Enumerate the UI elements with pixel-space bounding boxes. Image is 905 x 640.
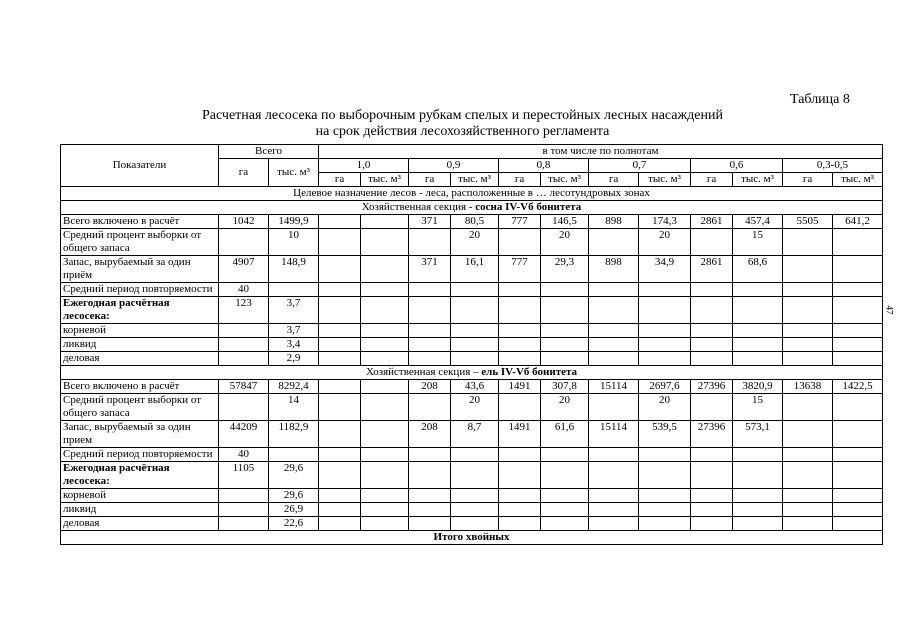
table-cell <box>833 256 883 283</box>
table-cell <box>219 324 269 338</box>
header-by-density: в том числе по полнотам <box>319 145 883 159</box>
row-label: Ежегодная расчётная лесосека: <box>61 462 219 489</box>
table-cell <box>451 338 499 352</box>
table-cell <box>319 297 361 324</box>
table-cell: 2697,6 <box>639 380 691 394</box>
header-unit-ha: га <box>589 173 639 187</box>
table-cell <box>691 352 733 366</box>
table-cell <box>733 462 783 489</box>
table-cell <box>733 324 783 338</box>
table-cell <box>639 283 691 297</box>
table-cell <box>219 352 269 366</box>
table-cell: 539,5 <box>639 421 691 448</box>
table-cell <box>541 462 589 489</box>
table-cell <box>319 324 361 338</box>
table-cell <box>541 517 589 531</box>
table-cell <box>319 462 361 489</box>
table-cell: 34,9 <box>639 256 691 283</box>
table-cell <box>691 517 733 531</box>
table-cell: 307,8 <box>541 380 589 394</box>
table-row <box>61 256 883 283</box>
table-cell <box>499 338 541 352</box>
table-cell <box>499 394 541 421</box>
table-cell: 26,9 <box>269 503 319 517</box>
table-cell <box>733 489 783 503</box>
table-cell: 3,4 <box>269 338 319 352</box>
table-cell: 15 <box>733 229 783 256</box>
table-cell <box>639 338 691 352</box>
header-unit-volume: тыс. м³ <box>541 173 589 187</box>
header-total-ha: га <box>219 159 269 187</box>
table-cell <box>319 448 361 462</box>
table-row <box>61 380 883 394</box>
table-cell <box>589 448 639 462</box>
row-label: корневой <box>61 324 219 338</box>
table-row <box>61 215 883 229</box>
table-cell <box>219 503 269 517</box>
row-label: ликвид <box>61 503 219 517</box>
table-cell <box>219 338 269 352</box>
allowable-cut-table <box>60 144 883 545</box>
table-cell: 27396 <box>691 421 733 448</box>
table-cell: 27396 <box>691 380 733 394</box>
table-cell <box>451 462 499 489</box>
table-row <box>61 489 883 503</box>
table-body <box>61 187 883 545</box>
header-unit-volume: тыс. м³ <box>733 173 783 187</box>
table-cell: 40 <box>219 448 269 462</box>
table-cell <box>451 352 499 366</box>
row-label: Запас, вырубаемый за один прием <box>61 421 219 448</box>
table-cell <box>409 489 451 503</box>
table-cell <box>361 448 409 462</box>
table-cell <box>691 394 733 421</box>
table-cell <box>589 503 639 517</box>
table-cell <box>361 256 409 283</box>
table-cell <box>541 352 589 366</box>
table-cell: 3,7 <box>269 324 319 338</box>
table-cell: 898 <box>589 256 639 283</box>
table-cell <box>219 394 269 421</box>
table-cell <box>451 517 499 531</box>
table-row <box>61 394 883 421</box>
header-unit-volume: тыс. м³ <box>833 173 883 187</box>
table-cell <box>783 297 833 324</box>
table-cell <box>589 394 639 421</box>
table-cell: 1499,9 <box>269 215 319 229</box>
header-unit-ha: га <box>691 173 733 187</box>
table-cell <box>361 394 409 421</box>
table-cell: 10 <box>269 229 319 256</box>
table-cell <box>269 283 319 297</box>
table-cell <box>691 338 733 352</box>
header-indicators: Показатели <box>61 145 219 187</box>
table-cell: 14 <box>269 394 319 421</box>
header-density: 0,7 <box>589 159 691 173</box>
table-cell <box>833 421 883 448</box>
table-cell: 174,3 <box>639 215 691 229</box>
table-cell <box>319 421 361 448</box>
table-cell <box>451 297 499 324</box>
table-cell <box>499 448 541 462</box>
header-density: 0,3-0,5 <box>783 159 883 173</box>
table-cell <box>639 324 691 338</box>
table-cell: 13638 <box>783 380 833 394</box>
section-title <box>61 201 883 215</box>
table-cell <box>451 489 499 503</box>
table-cell <box>409 352 451 366</box>
table-cell <box>691 283 733 297</box>
table-cell <box>499 229 541 256</box>
table-cell <box>833 394 883 421</box>
table-cell: 4907 <box>219 256 269 283</box>
table-cell: 1105 <box>219 462 269 489</box>
table-row <box>61 421 883 448</box>
table-cell <box>783 324 833 338</box>
table-cell <box>409 503 451 517</box>
page-number: 47 <box>884 305 895 315</box>
table-cell: 61,6 <box>541 421 589 448</box>
table-cell: 1491 <box>499 421 541 448</box>
table-cell <box>219 517 269 531</box>
table-cell: 29,6 <box>269 462 319 489</box>
row-label: ликвид <box>61 338 219 352</box>
table-cell <box>409 297 451 324</box>
row-label: Средний период повторяемости <box>61 448 219 462</box>
table-cell: 20 <box>639 229 691 256</box>
table-cell <box>499 324 541 338</box>
table-cell: 777 <box>499 256 541 283</box>
table-cell: 3820,9 <box>733 380 783 394</box>
table-cell <box>319 517 361 531</box>
table-row <box>61 517 883 531</box>
table-row <box>61 352 883 366</box>
table-row <box>61 503 883 517</box>
table-cell <box>733 283 783 297</box>
section-title-prefix: Хозяйственная секция - <box>361 201 476 213</box>
table-cell: 16,1 <box>451 256 499 283</box>
table-cell <box>589 352 639 366</box>
table-cell <box>783 462 833 489</box>
table-cell <box>833 324 883 338</box>
table-cell <box>409 448 451 462</box>
table-cell <box>361 297 409 324</box>
table-cell <box>639 489 691 503</box>
table-cell <box>361 517 409 531</box>
table-cell: 208 <box>409 421 451 448</box>
header-density: 0,8 <box>499 159 589 173</box>
header-density: 1,0 <box>319 159 409 173</box>
table-cell <box>361 503 409 517</box>
table-cell <box>833 297 883 324</box>
table-cell: 20 <box>541 394 589 421</box>
table-cell <box>691 229 733 256</box>
table-cell <box>451 324 499 338</box>
table-number: Таблица 8 <box>790 92 850 107</box>
row-label: Средний процент выборки от общего запаса <box>61 394 219 421</box>
table-cell <box>319 380 361 394</box>
table-cell <box>783 489 833 503</box>
table-cell <box>409 338 451 352</box>
table-cell <box>691 324 733 338</box>
table-cell <box>451 448 499 462</box>
row-label: Запас, вырубаемый за один приём <box>61 256 219 283</box>
table-row <box>61 229 883 256</box>
total-conifer-row <box>61 531 883 545</box>
table-cell: 641,2 <box>833 215 883 229</box>
table-cell <box>733 352 783 366</box>
header-density: 0,6 <box>691 159 783 173</box>
table-cell <box>733 503 783 517</box>
table-cell <box>783 256 833 283</box>
table-cell <box>499 503 541 517</box>
header-unit-ha: га <box>319 173 361 187</box>
table-cell <box>409 283 451 297</box>
table-cell <box>833 229 883 256</box>
table-cell: 15114 <box>589 421 639 448</box>
table-cell <box>219 229 269 256</box>
table-cell <box>639 297 691 324</box>
table-cell: 457,4 <box>733 215 783 229</box>
row-label: Средний период повторяемости <box>61 283 219 297</box>
table-cell: 208 <box>409 380 451 394</box>
table-cell: 15 <box>733 394 783 421</box>
table-cell: 123 <box>219 297 269 324</box>
table-cell <box>319 229 361 256</box>
table-cell <box>219 489 269 503</box>
table-cell: 8292,4 <box>269 380 319 394</box>
section-title-name: ель IV-Vб бонитета <box>481 366 578 378</box>
table-cell <box>541 338 589 352</box>
table-cell <box>833 517 883 531</box>
table-cell <box>639 503 691 517</box>
table-cell <box>783 229 833 256</box>
table-cell <box>733 517 783 531</box>
table-cell <box>541 448 589 462</box>
table-cell: 148,9 <box>269 256 319 283</box>
table-cell: 5505 <box>783 215 833 229</box>
table-cell <box>541 283 589 297</box>
table-cell: 44209 <box>219 421 269 448</box>
table-cell <box>639 448 691 462</box>
table-cell <box>319 489 361 503</box>
table-cell <box>541 503 589 517</box>
table-cell: 898 <box>589 215 639 229</box>
table-cell <box>361 324 409 338</box>
table-cell <box>451 503 499 517</box>
table-cell <box>361 283 409 297</box>
table-cell: 22,6 <box>269 517 319 531</box>
table-cell <box>589 297 639 324</box>
table-cell <box>639 517 691 531</box>
table-cell: 371 <box>409 215 451 229</box>
table-cell <box>319 283 361 297</box>
header-unit-volume: тыс. м³ <box>361 173 409 187</box>
row-label: Средний процент выборки от общего запаса <box>61 229 219 256</box>
table-cell <box>499 462 541 489</box>
table-cell: 2,9 <box>269 352 319 366</box>
total-conifer: Итого хвойных <box>61 531 883 545</box>
table-cell <box>783 394 833 421</box>
table-cell <box>409 324 451 338</box>
table-cell <box>499 517 541 531</box>
table-cell <box>361 352 409 366</box>
table-row <box>61 283 883 297</box>
table-cell: 15114 <box>589 380 639 394</box>
table-cell <box>833 283 883 297</box>
table-cell: 1491 <box>499 380 541 394</box>
table-cell <box>319 256 361 283</box>
table-cell <box>783 283 833 297</box>
table-title-line-2: на срок действия лесохозяйственного регламента <box>315 124 610 139</box>
table-cell: 777 <box>499 215 541 229</box>
table-cell: 68,6 <box>733 256 783 283</box>
table-row <box>61 462 883 489</box>
table-cell: 20 <box>451 229 499 256</box>
table-cell: 146,5 <box>541 215 589 229</box>
table-row <box>61 448 883 462</box>
table-cell <box>361 215 409 229</box>
table-cell <box>499 297 541 324</box>
table-cell: 1182,9 <box>269 421 319 448</box>
table-cell <box>499 352 541 366</box>
table-header <box>61 145 883 187</box>
purpose-line-row <box>61 187 883 201</box>
table-cell <box>361 421 409 448</box>
table-cell <box>589 489 639 503</box>
table-cell <box>361 338 409 352</box>
section-title-name: сосна IV-Vб бонитета <box>475 201 582 213</box>
table-cell <box>639 352 691 366</box>
table-cell <box>499 283 541 297</box>
table-cell <box>691 448 733 462</box>
header-unit-ha: га <box>499 173 541 187</box>
table-cell: 57847 <box>219 380 269 394</box>
table-cell <box>783 448 833 462</box>
table-cell <box>589 517 639 531</box>
table-cell <box>783 517 833 531</box>
table-cell <box>319 215 361 229</box>
table-cell: 371 <box>409 256 451 283</box>
table-cell <box>733 338 783 352</box>
header-total: Всего <box>219 145 319 159</box>
table-cell <box>783 421 833 448</box>
table-title-line-1: Расчетная лесосека по выборочным рубкам спелых и перестойных лесных насаждений <box>201 108 723 123</box>
table-cell <box>733 448 783 462</box>
table-cell <box>541 489 589 503</box>
header-density: 0,9 <box>409 159 499 173</box>
table-cell <box>733 297 783 324</box>
table-cell <box>589 462 639 489</box>
table-cell <box>319 338 361 352</box>
table-cell <box>783 503 833 517</box>
table-cell <box>589 324 639 338</box>
table-cell <box>541 324 589 338</box>
table-cell: 29,3 <box>541 256 589 283</box>
table-cell <box>691 297 733 324</box>
table-cell <box>361 462 409 489</box>
table-cell <box>589 229 639 256</box>
table-cell <box>691 462 733 489</box>
row-label: Всего включено в расчёт <box>61 380 219 394</box>
table-cell <box>319 352 361 366</box>
table-cell <box>409 394 451 421</box>
header-total-volume: тыс. м³ <box>269 159 319 187</box>
table-cell: 2861 <box>691 256 733 283</box>
table-cell <box>691 503 733 517</box>
table-cell <box>833 338 883 352</box>
table-cell: 1042 <box>219 215 269 229</box>
table-cell <box>783 352 833 366</box>
section-title-prefix: Хозяйственная секция – <box>365 366 482 378</box>
table-cell <box>833 462 883 489</box>
table-cell: 8,7 <box>451 421 499 448</box>
table-cell: 20 <box>639 394 691 421</box>
table-cell: 3,7 <box>269 297 319 324</box>
table-cell <box>833 352 883 366</box>
table-row <box>61 297 883 324</box>
table-cell <box>691 489 733 503</box>
section-title <box>61 366 883 380</box>
table-cell <box>361 489 409 503</box>
row-label: Всего включено в расчёт <box>61 215 219 229</box>
table-cell <box>361 229 409 256</box>
table-cell <box>833 503 883 517</box>
row-label: корневой <box>61 489 219 503</box>
header-unit-ha: га <box>409 173 451 187</box>
table-cell <box>499 489 541 503</box>
table-row <box>61 324 883 338</box>
table-cell <box>319 394 361 421</box>
table-cell <box>269 448 319 462</box>
table-row <box>61 338 883 352</box>
table-cell <box>451 283 499 297</box>
table-cell <box>833 448 883 462</box>
table-cell: 20 <box>541 229 589 256</box>
table-cell <box>409 462 451 489</box>
table-cell <box>639 462 691 489</box>
section-title-row <box>61 201 883 215</box>
table-cell <box>589 338 639 352</box>
row-label: деловая <box>61 352 219 366</box>
header-unit-ha: га <box>783 173 833 187</box>
row-label: Ежегодная расчётная лесосека: <box>61 297 219 324</box>
header-unit-volume: тыс. м³ <box>639 173 691 187</box>
table-cell: 80,5 <box>451 215 499 229</box>
table-cell: 29,6 <box>269 489 319 503</box>
table-cell <box>783 338 833 352</box>
table-cell <box>409 229 451 256</box>
table-cell: 40 <box>219 283 269 297</box>
table-cell <box>833 489 883 503</box>
section-title-row <box>61 366 883 380</box>
table-cell: 43,6 <box>451 380 499 394</box>
table-cell: 573,1 <box>733 421 783 448</box>
table-cell <box>361 380 409 394</box>
table-cell <box>409 517 451 531</box>
purpose-line: Целевое назначение лесов - леса, расположенные в … лесотундровых зонах <box>61 187 883 201</box>
table-cell <box>541 297 589 324</box>
row-label: деловая <box>61 517 219 531</box>
table-cell <box>319 503 361 517</box>
table-cell: 2861 <box>691 215 733 229</box>
table-cell <box>589 283 639 297</box>
table-cell: 1422,5 <box>833 380 883 394</box>
table-cell: 20 <box>451 394 499 421</box>
header-unit-volume: тыс. м³ <box>451 173 499 187</box>
